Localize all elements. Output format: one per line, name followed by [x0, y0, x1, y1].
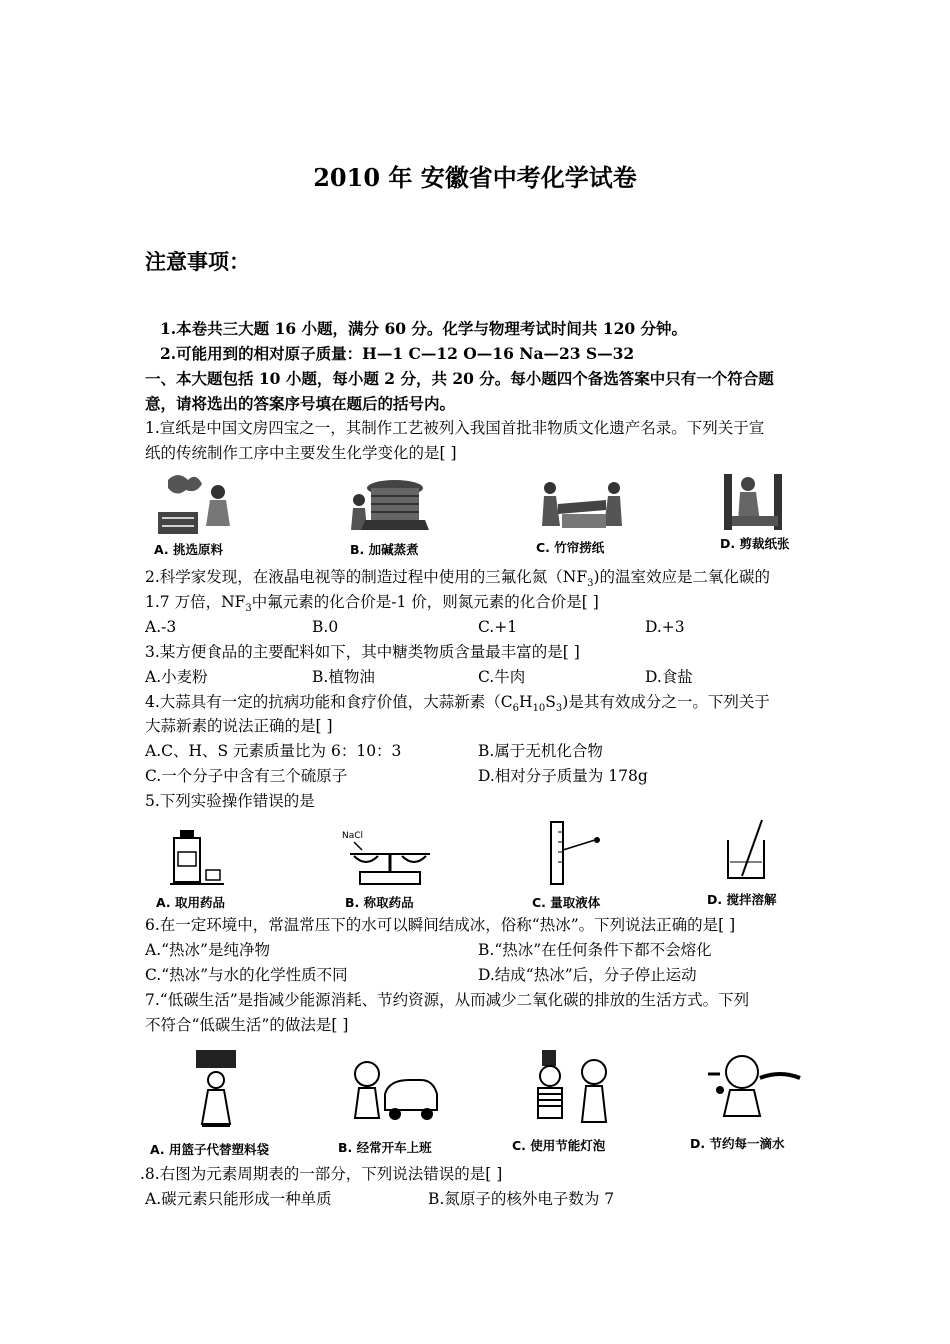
q7-stem-line-2: 不符合“低碳生活”的做法是[ ] — [145, 1016, 349, 1034]
q5-figure-b — [340, 826, 440, 888]
q1-figure-c — [532, 474, 632, 534]
q4-stem-line-2: 大蒜新素的说法正确的是[ ] — [145, 717, 333, 735]
q1-figure-d — [718, 470, 798, 532]
q1-figure-a — [148, 470, 248, 540]
q1-caption-b: B. 加碱蒸煮 — [350, 542, 419, 557]
q5-caption-c: C. 量取液体 — [532, 895, 601, 910]
q4-stem-line-1: 4.大蒜具有一定的抗病功能和食疗价值，大蒜新素$(C_6H_{10}S_3)$是其有效成分之一。下列关于 — [145, 693, 770, 715]
q2-stem-line-1: 2.科学家发现，在液晶电视等的制造过程中使用的三氟化氮$(NF_3)$的温室效应是二氧化碳的 — [145, 568, 771, 590]
q5-caption-d: D. 搅拌溶解 — [707, 892, 777, 907]
q4-option-b: B.属于无机化合物 — [478, 742, 603, 760]
q8-option-a: A.碳元素只能形成一种单质 — [145, 1190, 332, 1208]
note-2: 2.可能用到的相对原子质量：H—1 C—12 O—16 Na—23 S—32 — [160, 344, 635, 363]
q5-figure-c — [545, 820, 605, 888]
q6-option-d: D.结成“热冰”后，分子停止运动 — [478, 966, 697, 984]
q3-stem: 3.某方便食品的主要配料如下，其中糖类物质含量最丰富的是[ ] — [145, 643, 580, 661]
q3-option-b: B.植物油 — [312, 668, 375, 686]
q2-option-a: A.-3 — [145, 618, 177, 636]
page-title: 2010 年 安徽省中考化学试卷 — [313, 163, 637, 192]
q6-option-b: B.“热冰”在任何条件下都不会熔化 — [478, 941, 712, 959]
note-1: 1.本卷共三大题 16 小题，满分 60 分。化学与物理考试时间共 120 分钟。 — [160, 319, 688, 338]
q8-option-b: B.氮原子的核外电子数为 7 — [428, 1190, 615, 1208]
q1-figure-b — [345, 470, 445, 540]
q3-option-a: A.小麦粉 — [145, 668, 208, 686]
q2-option-b: B.0 — [312, 618, 339, 636]
q7-caption-a: A. 用篮子代替塑料袋 — [150, 1142, 270, 1157]
q1-stem-line-1: 1.宣纸是中国文房四宝之一，其制作工艺被列入我国首批非物质文化遗产名录。下列关于宣 — [145, 419, 765, 437]
q2-option-c: C.+1 — [478, 618, 518, 636]
q5-figure-d — [718, 818, 778, 888]
q6-option-c: C.“热冰”与水的化学性质不同 — [145, 966, 348, 984]
q8-stem: .8.右图为元素周期表的一部分，下列说法错误的是[ ] — [140, 1165, 503, 1183]
section-1-intro-line-1: 一、本大题包括 10 小题，每小题 2 分，共 20 分。每小题四个备选答案中只有一个符合题 — [145, 369, 774, 388]
q7-stem-line-1: 7.“低碳生活”是指减少能源消耗、节约资源，从而减少二氧化碳的排放的生活方式。下列 — [145, 991, 750, 1009]
q1-caption-d: D. 剪裁纸张 — [720, 536, 790, 551]
q1-stem-line-2: 纸的传统制作工序中主要发生化学变化的是[ ] — [145, 444, 457, 462]
q2-stem-line-2: 1.7 万倍，$NF_3$中氟元素的化合价是-1 价，则氮元素的化合价是[ ] — [145, 593, 599, 615]
q7-caption-c: C. 使用节能灯泡 — [512, 1138, 606, 1153]
q5-caption-a: A. 取用药品 — [156, 895, 226, 910]
q7-figure-d — [706, 1050, 806, 1122]
q7-caption-b: B. 经常开车上班 — [338, 1140, 432, 1155]
q7-caption-d: D. 节约每一滴水 — [690, 1136, 785, 1151]
q7-figure-c — [528, 1048, 618, 1130]
notice-heading: 注意事项： — [145, 249, 250, 274]
q6-option-a: A.“热冰”是纯净物 — [145, 941, 270, 959]
q4-option-c: C.一个分子中含有三个硫原子 — [145, 767, 348, 785]
q1-caption-a: A. 挑选原料 — [154, 542, 224, 557]
q6-stem: 6.在一定环境中，常温常压下的水可以瞬间结成冰，俗称“热冰”。下列说法正确的是[ ] — [145, 916, 736, 934]
q4-option-d: D.相对分子质量为 178g — [478, 767, 648, 785]
q1-caption-c: C. 竹帘捞纸 — [536, 540, 605, 555]
q5-nacl-label: NaCl — [342, 831, 364, 841]
q4-option-a: A.C、H、S 元素质量比为 6：10：3 — [145, 742, 402, 760]
q2-option-d: D.+3 — [645, 618, 685, 636]
q5-figure-a — [168, 826, 228, 888]
q7-figure-a — [190, 1046, 250, 1136]
q3-option-d: D.食盐 — [645, 668, 693, 686]
q5-caption-b: B. 称取药品 — [345, 895, 414, 910]
section-1-intro-line-2: 意，请将选出的答案序号填在题后的括号内。 — [145, 394, 456, 413]
q5-stem: 5.下列实验操作错误的是 — [145, 792, 315, 810]
q7-figure-b — [345, 1058, 445, 1130]
q3-option-c: C.牛肉 — [478, 668, 526, 686]
